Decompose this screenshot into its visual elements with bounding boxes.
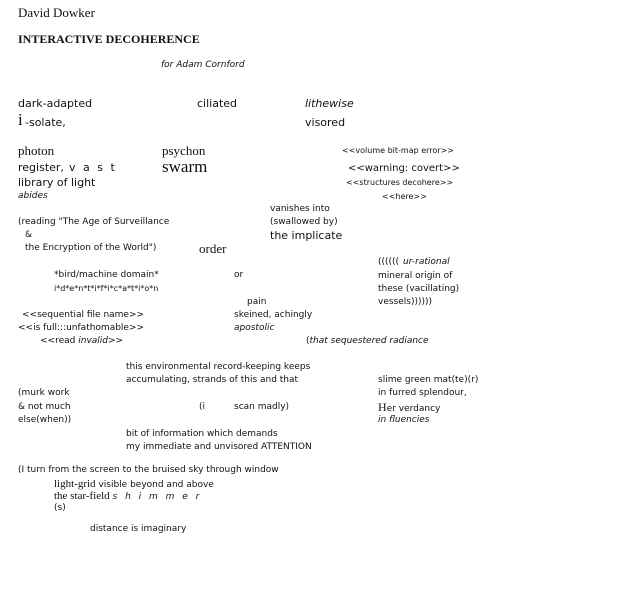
line-order: order	[199, 241, 227, 256]
line-vessels: vessels))))))	[378, 297, 433, 307]
poem-title: INTERACTIVE DECOHERENCE	[18, 32, 200, 46]
line-read-invalid	[40, 337, 123, 346]
line-structures: <<structures decohere>>	[346, 178, 454, 187]
dedication: for Adam Cornford	[161, 60, 245, 70]
line-volume-error: <<volume bit-map error>>	[342, 146, 454, 155]
line-abides: abides	[18, 191, 48, 201]
line-in-fluencies: in fluencies	[378, 415, 430, 425]
line-pain: pain	[247, 297, 267, 307]
line-register: register,	[18, 161, 64, 174]
line-these-vacillating: these (vacillating)	[378, 284, 460, 294]
line-murk-work: (murk work	[18, 388, 70, 398]
line-not-much: & not much	[18, 402, 71, 412]
line-sequential-file: <<sequential file name>>	[22, 310, 145, 320]
read-prefix: <<read	[40, 336, 76, 346]
line-ur-rational: ur-rational	[403, 257, 450, 267]
line-implicate: the implicate	[270, 229, 343, 242]
line-vast: v a s t	[69, 161, 117, 174]
line-s-paren: (s)	[54, 503, 66, 513]
line-i-paren: (i	[199, 402, 206, 412]
line-mineral: mineral origin of	[378, 271, 453, 281]
line-sequestered	[306, 337, 429, 346]
line-bird-machine: *bird/machine domain*	[54, 270, 159, 280]
line-is-full: <<is full:::unfathomable>>	[18, 323, 145, 333]
line-warning: <<warning: covert>>	[348, 163, 460, 174]
line-dark-adapted: dark-adapted	[18, 97, 93, 110]
big-letter-i: i	[18, 110, 23, 129]
line-ur-paren: ((((((	[378, 257, 400, 267]
line-attention: my immediate and unvisored ATTENTION	[126, 442, 312, 452]
line-psychon: psychon	[162, 143, 206, 158]
line-library: library of light	[18, 176, 96, 189]
visible-beyond: visible beyond and above	[98, 480, 214, 490]
line-star-field	[54, 491, 202, 502]
line-else-when: else(when))	[18, 415, 72, 425]
sequestered-text: that sequestered radiance	[309, 336, 429, 346]
line-slime-green: slime green mat(te)(r)	[378, 375, 479, 385]
line-furred: in furred splendour,	[378, 388, 467, 398]
line-bit-of-information: bit of information which demands	[126, 429, 278, 439]
line-solate: -solate,	[25, 116, 66, 129]
light-grid-word: light-grid	[54, 478, 96, 490]
read-suffix: >>	[108, 336, 124, 346]
line-vanishes: vanishes into	[270, 204, 330, 214]
line-her-verdancy	[378, 401, 440, 414]
line-swallowed: (swallowed by)	[270, 217, 338, 227]
line-reading-1: (reading "The Age of Surveillance	[18, 217, 170, 227]
sequestered-paren: (	[306, 336, 310, 346]
her-rest: er verdancy	[386, 404, 441, 414]
line-reading-2: the Encryption of the World")	[25, 243, 157, 253]
line-distance: distance is imaginary	[90, 524, 187, 534]
line-scan-madly: scan madly)	[234, 402, 290, 412]
line-ciliated: ciliated	[197, 97, 238, 110]
line-skeined: skeined, achingly	[234, 310, 313, 320]
line-swarm: swarm	[162, 157, 208, 176]
word-invalid: invalid	[78, 336, 108, 346]
line-identification: i*d*e*n*t*i*f*i*c*a*t*i*o*n	[54, 284, 159, 293]
line-ampersand: &	[25, 230, 33, 240]
line-i-turn: (I turn from the screen to the bruised sky through window	[18, 465, 279, 475]
line-light-grid	[54, 479, 214, 490]
line-photon: photon	[18, 143, 55, 158]
line-apostolic: apostolic	[234, 323, 275, 333]
star-field-word: the star-field	[54, 490, 110, 502]
line-lithewise: lithewise	[305, 97, 354, 110]
line-or: or	[234, 270, 244, 280]
line-accumulating: accumulating, strands of this and that	[126, 375, 299, 385]
shimmer-word: s h i m m e r	[112, 492, 202, 502]
her-capital: H	[378, 400, 387, 414]
line-here: <<here>>	[382, 192, 427, 201]
line-environmental: this environmental record-keeping keeps	[126, 362, 311, 372]
author-name: David Dowker	[18, 5, 95, 20]
line-visored: visored	[305, 116, 346, 129]
